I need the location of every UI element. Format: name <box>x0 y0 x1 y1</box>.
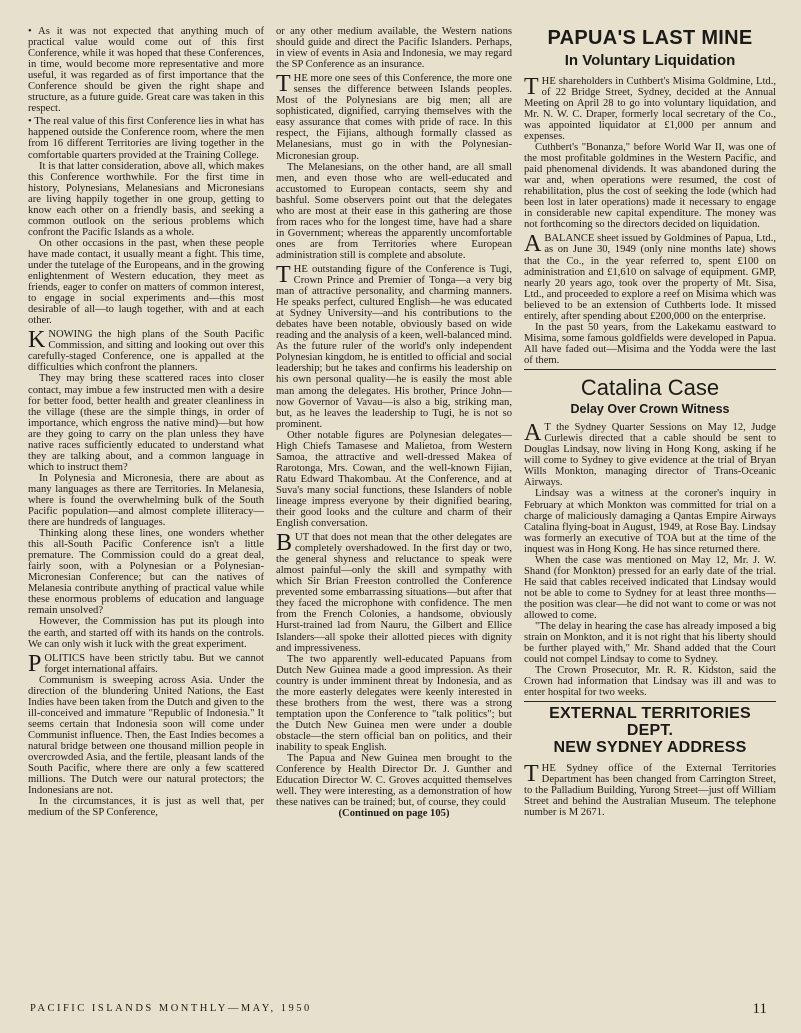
paragraph: "The delay in hearing the case has already imposed a big strain on Monkton, and it is not right that his liberty should be further played with," Mr. Shand added that the Court could not compel Lindsay to come to Sydney. <box>524 621 776 666</box>
paragraph: KNOWING the high plans of the South Pacific Commission, and sitting and looking out over this carefully-staged Conference, one is appalled at the difficulties which confront the planners. <box>28 327 264 374</box>
headline-catalina: Catalina Case <box>580 374 720 400</box>
paragraph: or any other medium available, the Western nations should guide and direct the Pacific Islanders. Perhaps, in view of events in Asia and Indonesia, we may regard the SP Conference as an insurance. <box>276 26 512 71</box>
continued-note: (Continued on page 105) <box>338 808 450 820</box>
page-footer <box>30 1001 775 1017</box>
paragraph: THE more one sees of this Conference, the more one senses the difference between Islands peoples. Most of the Polynesians are big men; all are sophisticated, dignified, carrying themselves with the easy assurance that comes with pride of race. In this respect, the Fijians, although formally classed as Melanesians, must go in with the Polynesian-Micronesian group. <box>276 71 512 162</box>
page-number: 11 <box>752 1001 767 1017</box>
drop-cap: A <box>524 420 542 447</box>
paragraph: THE shareholders in Cuthbert's Misima Goldmine, Ltd., of 22 Bridge Street, Sydney, decided at the Annual Meeting on April 28 to go into voluntary liquidation, and Mr. N. W. C. Draper, formerly local secretary of the Co., was appointed liquidator at £1,000 per annum and expenses. <box>524 73 776 142</box>
drop-cap: A <box>524 231 542 258</box>
paragraph: Lindsay was a witness at the coroner's inquiry in February at which Monkton was committed for trial on a charge of maliciously damaging a Qantas Empire Airways Catalina flying-boat in August, 1949, at Rose Bay. Lindsay was formerly an executive of TOA but at the time of the inquest was in Hong Kong. He has since returned there. <box>524 488 776 555</box>
divider <box>524 369 776 370</box>
headline-papua: PAPUA'S LAST MINE <box>547 27 753 49</box>
paragraph: When the case was mentioned on May 12, Mr. J. W. Shand (for Monkton) pressed for an early date of the trial. He said that cables received indicated that Lindsay would not be able to come to Sydney for at least three months—the position was clear—he did not want to come or was not allowed to come. <box>524 554 776 621</box>
paragraph: In Polynesia and Micronesia, there are about as many languages as there are Territories. In Melanesia, where is found the overwhelming bulk of the South Pacific population—and almost complete illiteracy—there are hundreds of languages. <box>28 472 264 529</box>
paragraph: They may bring these scattered races into closer contact, may imbue a few instructed men with a desire for better food, better health and greater cleanliness in the village (these are the simple things, in order of importance, which engross the native mind)—but how are they going to carry on the plan unless they have native races sufficiently educated to understand what they are talking about, and a common language in which to instruct them? <box>28 373 264 473</box>
paragraph: In the past 50 years, from the Lakekamu eastward to Misima, some famous goldfields were developed in Papua. All have faded out—Misima and the Yodda were the last of them. <box>524 321 776 366</box>
column-left <box>28 26 264 818</box>
paragraph: The Papua and New Guinea men brought to the Conference by Health Director Dr. J. Gunther and Education Director W. C. Groves acquitted themselves well. They were interesting, as a demonstration of how these natives can be trained; but, of course, they could <box>276 753 512 809</box>
paragraph: On other occasions in the past, when these people have made contact, it usually meant a fight. This time, under the tutelage of the Europeans, and in the growing enlightenment of Western education, they meet as friends, eager to confer on matters of common interest, to engage in social experiments and—this most desirable of all—to laugh together, with and at each other. <box>28 237 264 327</box>
subheadline-papua: In Voluntary Liquidation <box>564 52 736 69</box>
paragraph: THE Sydney office of the External Territories Department has been changed from Carrington Street, to the Palladium Building, Yurong Street—just off William Street and behind the Australian Museum. The telephone number is M 2671. <box>524 760 776 818</box>
paragraph: • The real value of this first Conference lies in what has happened outside the Conference room, where the men from 16 different Territories are living together in the comfortable quarters provided at the Training College. <box>28 116 264 161</box>
subheadline-catalina: Delay Over Crown Witness <box>570 402 730 417</box>
paragraph: A T the Sydney Quarter Sessions on May 12, Judge Curlewis directed that a cable should be sent to Douglas Lindsay, now living in Hong Kong, asking if he will come to Sydney to give evidence at the trial of Bryan Wills Monkton, managing director of Trans-Oceanic Airways. <box>524 420 776 489</box>
column-right <box>524 26 776 818</box>
paragraph: It is that latter consideration, above all, which makes this Conference worthwhile. For the first time in history, Polynesians, Melanesians and Micronesians are living happily together in one group, getting to know each other on a friendly basis, and seeking a common outlook on the serious problems which confront the Pacific Islands as a whole. <box>28 160 264 238</box>
paragraph: Other notable figures are Polynesian delegates—High Chiefs Tamasese and Malietoa, from Western Samoa, the attractive and well-dressed Makea of Rarotonga, Mrs. Cowan, and the well-known Fijian, Ratu Edward Thakombau. At the Conference, and at Suva's many social functions, these Islanders of noble lineage impress everyone by their dignified bearing, their good looks and the culture and charm of their English conversation. <box>276 429 512 530</box>
paragraph: POLITICS have been strictly tabu. But we cannot forget international affairs. <box>28 650 264 677</box>
paragraph: Thinking along these lines, one wonders whether this all-South Pacific Conference isn't a little premature. The Commission could do a great deal, fairly soon, with a Polynesian or a Polynesian-Micronesian Conference; but can the natives of Melanesia contribute anything of practical value while these enormous problems of education and language remain unsolved? <box>28 528 264 617</box>
footer-masthead: PACIFIC ISLANDS MONTHLY—MAY, 1950 <box>30 1003 312 1014</box>
paragraph: THE outstanding figure of the Conference is Tugi, Crown Prince and Premier of Tonga—a very big man of attractive personality, and charming manners. He speaks perfect, cultured English—he was educated at Sydney University—and his contributions to the debates have been notable, obviously based on wide reading and the analysis of a keen, well-balanced mind. As the future ruler of the world's only independent Polynesian kingdom, he is entitled to official and social leadership; but he takes and confirms his leadership on his own personal quality—he is easily the most able man among the delegates. His brother, Prince John—now Governor of Vavau—is also a big, striking man, but, as he leaves the leadership to Tugi, he is not so prominent. <box>276 261 512 430</box>
drop-cap: K <box>28 327 46 354</box>
paragraph: The two apparently well-educated Papuans from Dutch New Guinea made a good impression. As their country is under imminent threat by Indonesia, and as the more easterly delegates were keenly interested in these brothers from the west, there was a strong temptation upon the Conference to "talk politics"; but the Dutch New Guinea men were under a double obstacle—the stern official ban on politics, and their inability to speak English. <box>276 653 512 753</box>
paragraph: Communism is sweeping across Asia. Under the direction of the blundering United Nations, the East Indies have been taken from the Dutch and given to the ill-conceived and immature "Republic of Indonesia." It seems certain that Indonesia soon will come under Communist influence. Then, the East Indies becomes a natural bridge between one thousand million people in overcrowded Asia, and the fertile, pleasant lands of the South Pacific, where there are only a few scattered millions. The Dutch were our natural protectors; the Indonesians are not. <box>28 674 264 797</box>
column-middle <box>276 26 512 819</box>
drop-cap: T <box>276 71 291 98</box>
drop-cap: T <box>524 760 539 787</box>
drop-cap: P <box>28 650 42 677</box>
drop-cap: B <box>276 530 293 557</box>
divider <box>524 701 776 702</box>
drop-cap: T <box>276 261 291 288</box>
headline-external-territories: EXTERNAL TERRITORIES DEPT. NEW SYDNEY ADDRESS <box>549 705 751 756</box>
paragraph: Cuthbert's "Bonanza," before World War II, was one of the most profitable goldmines in the Western Pacific, and paid phenomenal dividends. It was abandoned during the war and, when operations were resumed, the cost of rehabilitation, plus the cost of seeking the lode (which had been lost in later operations) made it necessary to engage in considerable new capital expenditure. The money was not forthcoming so the directors decided on liquidation. <box>524 142 776 231</box>
paragraph: BUT that does not mean that the other delegates are completely overshadowed. In the first day or two, the general shyness and reluctance to speak were almost painful—only the skill and sympathy with which Sir Brian Freeston controlled the Conference prevented some embarrassing situations—but after that they faced the microphone with confidence. The men from the French Colonies, a handsome, obviously Hurst-trained lad from Nauru, the Gilbert and Ellice Islanders—all spoke their allotted pieces with dignity and impressiveness. <box>276 530 512 654</box>
paragraph: The Melanesians, on the other hand, are all small men, and even those who are well-educated and accustomed to European contacts, seem shy and bashful. Some observers point out that the delegates who are most at their ease in this gathering are those from races who for the longest time, have had a share in Government; whereas the apparently uncomfortable ones are from Territories where European administration still is complete and absolute. <box>276 161 512 261</box>
paragraph: However, the Commission has put its plough into the earth, and started off with its hands on the controls. We can only wish it luck with the great experiment. <box>28 616 264 650</box>
paragraph: In the circumstances, it is just as well that, per medium of the SP Conference, <box>28 796 264 819</box>
drop-cap: T <box>524 73 539 100</box>
paragraph: • As it was not expected that anything much of practical value would come out of this first Conference, while it was hoped that these Conferences, in time, would become more representative and more useful, it was regarded as of first importance that the Conference should be given the right shape and structure, as a future guide. Great care was taken in this respect. <box>28 26 264 115</box>
paragraph: ABALANCE sheet issued by Goldmines of Papua, Ltd., as on June 30, 1949 (only nine months late) shows that the Co., in the year referred to, spent £100 on administration and £1,610 on salvage of equipment. GMP, nearly 20 years ago, took over the property of Mt. Sisa, Ltd., and proceeded to explore a reef on Misima which was believed to be an extension of Cuthberts lode. It missed entirely, after spending about £200,000 on the enterprise. <box>524 231 776 322</box>
paragraph: The Crown Prosecutor, Mr. R. R. Kidston, said the Crown had information that Lindsay was ill and was to enter hospital for two weeks. <box>524 665 776 699</box>
